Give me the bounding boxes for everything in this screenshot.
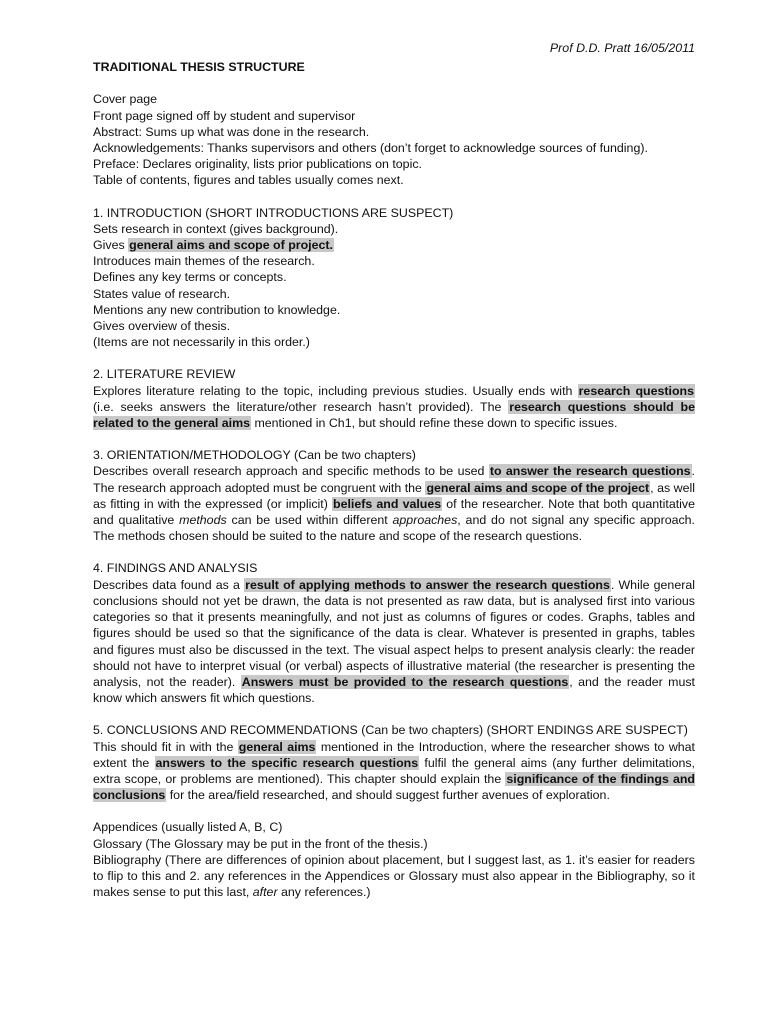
text-line [93,108,695,124]
text-run: Defines any key terms or concepts. [93,270,287,285]
text-run: mentioned in Ch1, but should refine these down to specific issues. [251,416,618,431]
section-block [93,91,695,188]
text-run: , and do not signal any specific approach. The methods chosen should be suited to the nature and scope of the research questions. [93,513,695,544]
text-run: , and the reader must know which answers fit which questions. [93,674,696,706]
highlighted-phrase: research questions should be related to the general aims [93,399,695,431]
text-line [93,221,695,237]
text-run: Describes overall research approach and specific methods to be used [93,464,489,479]
text-run: Sets research in context (gives background). [93,221,339,236]
document-title: TRADITIONAL THESIS STRUCTURE [93,60,305,75]
text-run: Table of contents, figures and tables usually comes next. [93,173,404,188]
text-run: Describes data found as a [93,577,245,592]
text-line [93,334,695,350]
paragraph [93,383,695,432]
text-line [93,836,695,852]
text-run: can be used within different [226,513,393,528]
text-run: Front page signed off by student and supervisor [93,108,356,123]
text-run: Abstract: Sums up what was done in the research. [93,124,370,139]
text-run: Introduces main themes of the research. [93,254,315,269]
text-run: Acknowledgements: Thanks supervisors and others (don’t forget to acknowledge sources of funding). [93,141,648,156]
text-line [93,172,695,188]
text-run: Cover page [93,92,158,107]
document-page [93,40,695,916]
text-run: Preface: Declares originality, lists prior publications on topic. [93,157,422,172]
highlighted-phrase: general aims [238,739,316,754]
text-run: Mentions any new contribution to knowledge. [93,302,341,317]
highlighted-phrase: research questions [578,383,694,398]
author-date: Prof D.D. Pratt 16/05/2011 [549,41,695,55]
highlighted-phrase: general aims and scope of project. [129,238,333,253]
text-line [93,237,695,253]
text-run: Gives overview of thesis. [93,319,231,334]
text-line [93,253,695,269]
text-line [93,124,695,140]
highlighted-phrase: beliefs and values [333,496,442,511]
text-run: 3. ORIENTATION/METHODOLOGY (Can be two chapters) [93,448,416,463]
highlighted-phrase: Answers must be provided to the research questions [241,674,569,689]
text-line [93,286,695,302]
highlighted-phrase: to answer the research questions [489,464,691,479]
highlighted-phrase: significance of the findings and conclusions [93,771,695,803]
section-block [93,205,695,351]
text-run: 1. INTRODUCTION (SHORT INTRODUCTIONS ARE SUSPECT) [93,205,454,220]
text-line [93,819,695,835]
text-run: any references.) [277,885,371,900]
text-run: Explores literature relating to the topic, including previous studies. Usually ends with [93,383,578,398]
paragraph [93,463,695,544]
text-run: (i.e. seeks answers the literature/other research hasn’t provided). The [93,399,509,414]
document-body [93,91,695,900]
paragraph [93,739,695,804]
text-run: mentioned in the Introduction, where the researcher shows to what extent the [93,739,695,770]
paragraph [93,852,695,901]
text-run: States value of research. [93,286,231,301]
text-line [93,269,695,285]
text-run: Appendices (usually listed A, B, C) [93,820,283,835]
section-block [93,447,695,544]
italic-term: after [252,885,278,900]
text-run: 4. FINDINGS AND ANALYSIS [93,561,258,576]
highlighted-phrase: general aims and scope of the project [426,480,650,495]
text-line [93,302,695,318]
section-heading [93,447,695,463]
section-block [93,366,695,431]
text-run: for the area/field researched, and should suggest further avenues of exploration. [166,788,610,803]
text-run: This should fit in with the [93,739,238,754]
paragraph [93,577,695,707]
italic-term: approaches [392,513,458,528]
text-run: 2. LITERATURE REVIEW [93,367,236,382]
text-line [93,140,695,156]
text-line [93,156,695,172]
text-run: Bibliography (There are differences of opinion about placement, but I suggest last, as 1. it’s easier for readers to flip to this and 2. any references in the Appendices or Glossary must also appear in the Bibliography, so it makes sense to put this last, [93,852,695,900]
highlighted-phrase: answers to the specific research questions [155,755,419,770]
text-run: , as well as fitting in with the expressed (or implicit) [93,480,695,511]
text-run: Glossary (The Glossary may be put in the front of the thesis.) [93,836,428,851]
text-run: (Items are not necessarily in this order.) [93,335,310,350]
section-block [93,560,695,706]
text-run: fulfil the general aims (any further delimitations, extra scope, or problems are mentioned). This chapter should explain the [93,755,695,786]
section-heading [93,722,695,738]
section-block [93,722,695,803]
text-run: 5. CONCLUSIONS AND RECOMMENDATIONS (Can be two chapters) (SHORT ENDINGS ARE SUSPECT) [93,723,688,738]
text-run: Gives [93,238,129,253]
text-line [93,91,695,107]
section-heading [93,366,695,382]
section-heading [93,205,695,221]
text-run: . While general conclusions should not yet be drawn, the data is not presented as raw data, but is analysed first into various categories so that it presents meaningfully, and not just as columns of figures or codes. Graphs, tables and figures should be used so that the significance of the data is clear. Whatever is presented in graphs, tables and figures must also be discussed in the text. The visual aspect helps to present analysis clearly: the reader should not have to interpret visual (or verbal) aspects of illustrative material (the researcher is presenting the analysis, not the reader). [93,577,695,689]
text-line [93,318,695,334]
section-block [93,819,695,900]
text-run: . The research approach adopted must be congruent with the [93,464,695,495]
highlighted-phrase: result of applying methods to answer the research questions [245,577,610,592]
section-heading [93,560,695,576]
text-run: of the researcher. Note that both quantitative and qualitative [93,496,695,528]
italic-term: methods [179,513,227,528]
